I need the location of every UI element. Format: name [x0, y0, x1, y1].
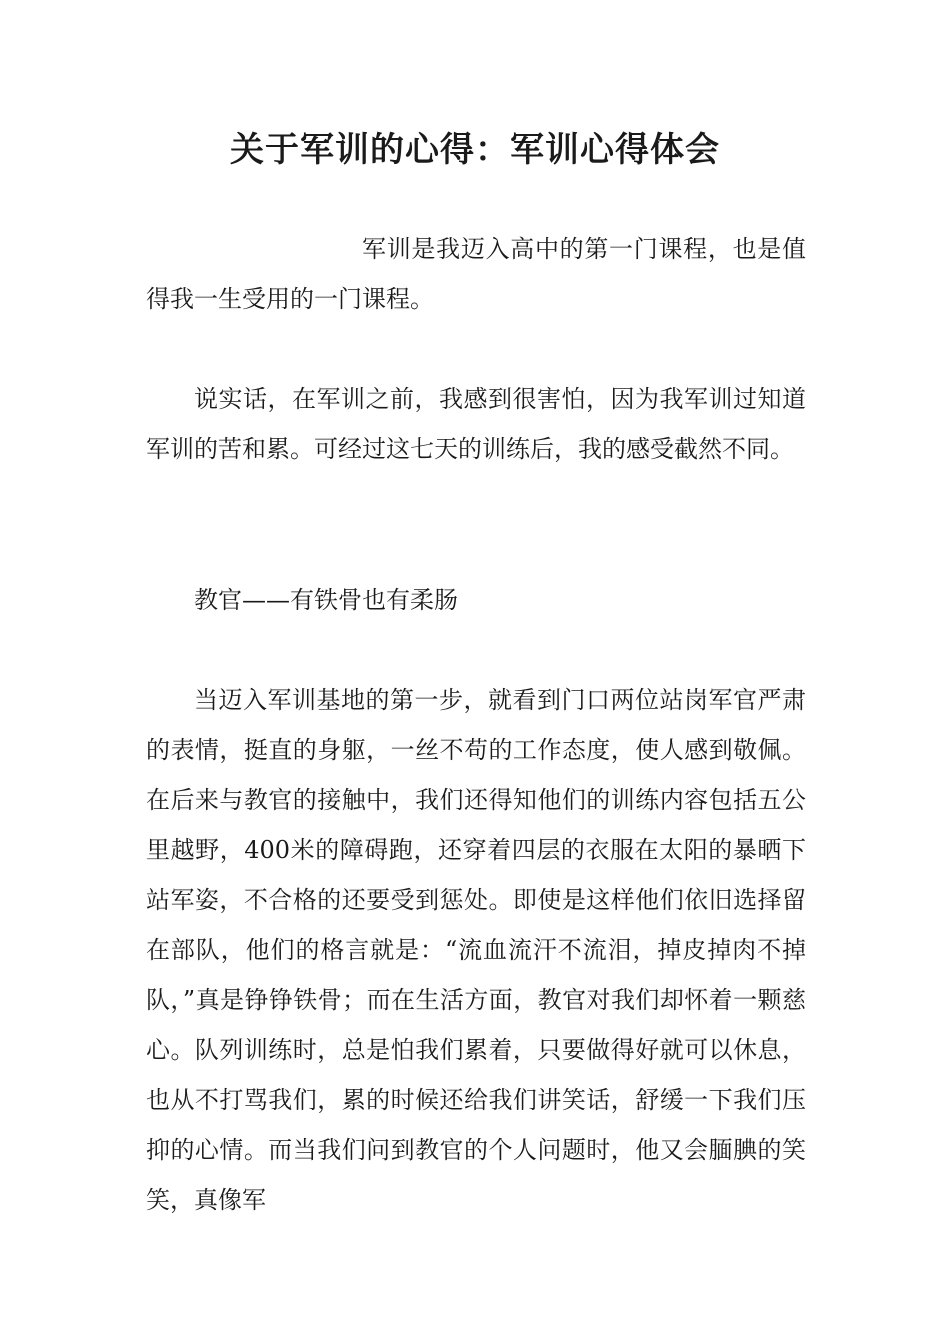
paragraph-intro: 军训是我迈入高中的第一门课程，也是值得我一生受用的一门课程。: [146, 235, 806, 313]
paragraph-instructor: 当迈入军训基地的第一步，就看到门口两位站岗军官严肃的表情，挺直的身躯，一丝不苟的工作态度，使人感到敬佩。在后来与教官的接触中，我们还得知他们的训练内容包括五公里越野，400米的障碍跑，还穿着四层的衣服在太阳的暴晒下站军姿，不合格的还要受到惩处。即使是这样他们依旧选择留在部队，他们的格言就是：“流血流汗不流泪，掉皮掉肉不掉队，”真是铮铮铁骨；而在生活方面，教官对我们却怀着一颗慈心。队列训练时，总是怕我们累着，只要做得好就可以休息，也从不打骂我们，累的时候还给我们讲笑话，舒缓一下我们压抑的心情。而当我们问到教官的个人问题时，他又会腼腆的笑笑，真像军: [146, 686, 806, 1214]
section-heading-instructor: 教官——有铁骨也有柔肠: [194, 586, 458, 614]
paragraph-before-training: 说实话，在军训之前，我感到很害怕，因为我军训过知道军训的苦和累。可经过这七天的训练后，我的感受截然不同。: [146, 385, 806, 463]
document-title: 关于军训的心得：军训心得体会: [230, 130, 720, 170]
